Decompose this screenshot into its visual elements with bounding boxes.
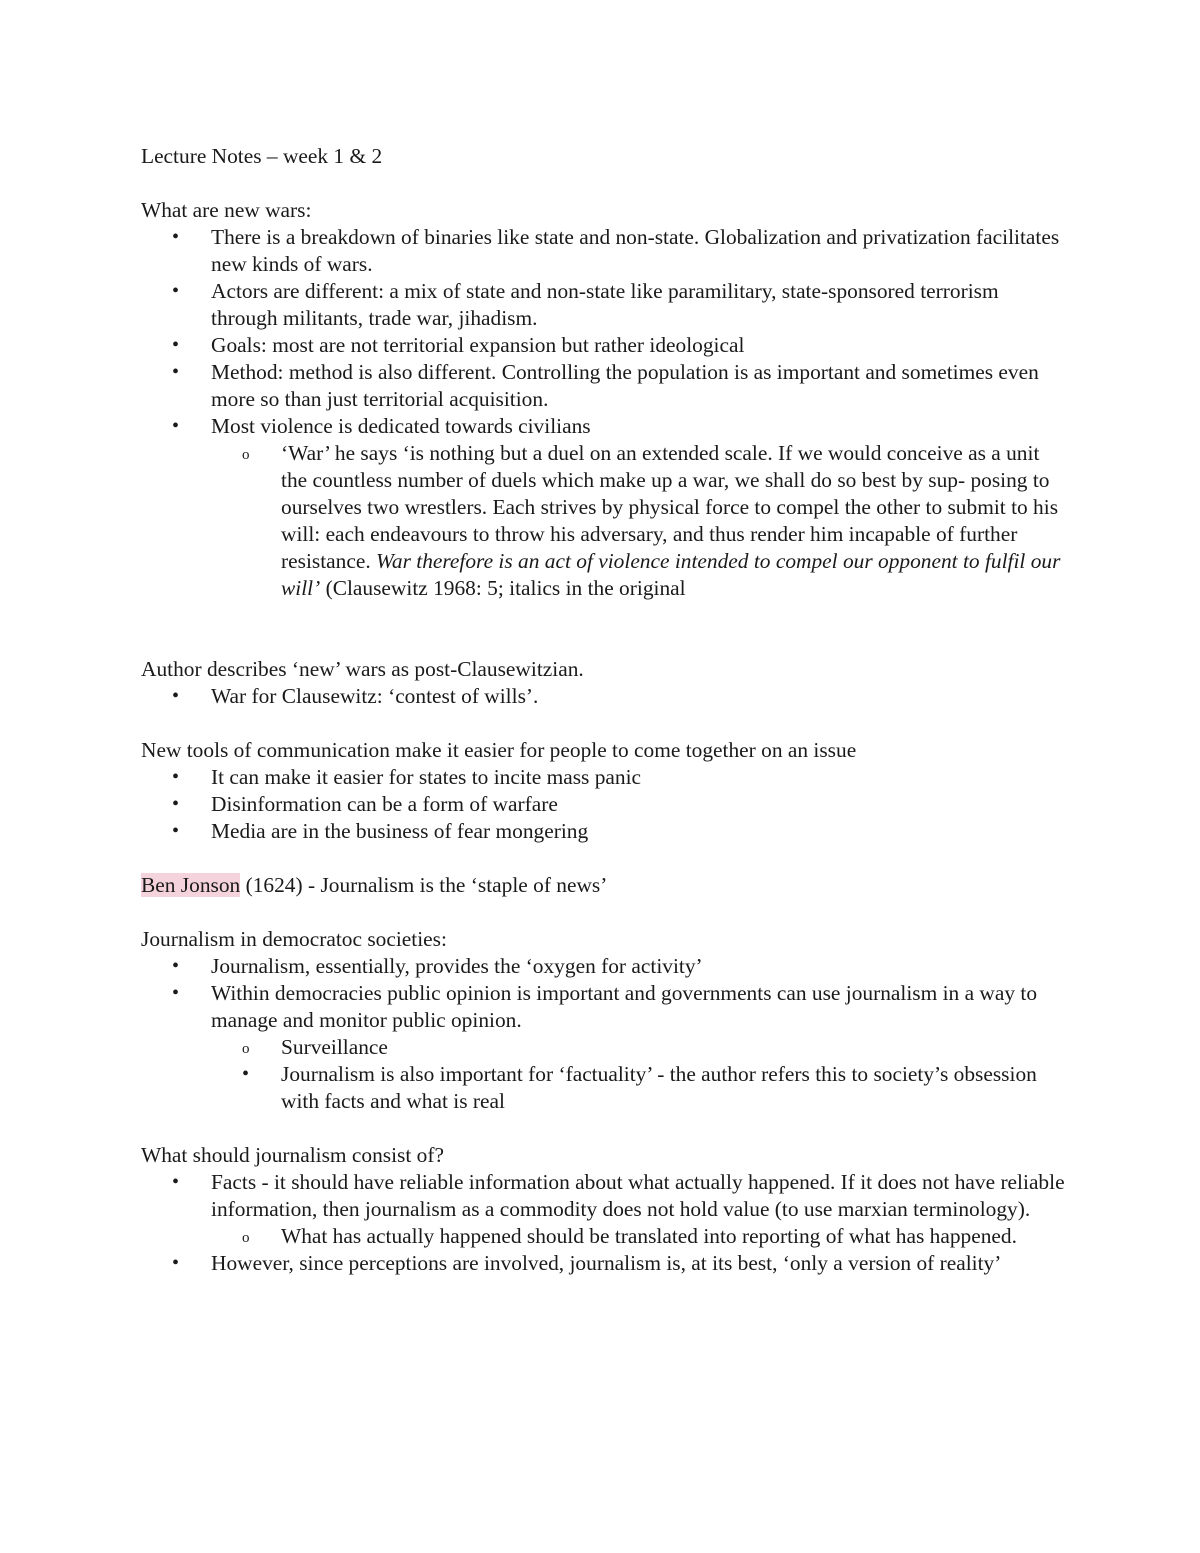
section-heading-post-clausewitz: Author describes ‘new’ wars as post-Clausewitzian. bbox=[141, 657, 584, 681]
highlighted-name: Ben Jonson bbox=[141, 873, 241, 897]
section-heading-communication: New tools of communication make it easier for people to come together on an issue bbox=[141, 738, 857, 762]
circle-bullet-icon: o bbox=[242, 1041, 250, 1057]
list-item: • Most violence is dedicated towards civilians o ‘War’ he says ‘is nothing but a duel on an extended scale. If we would conceive as a unit the countless number of duels which make up a war, we shall do so best by sup- posing to ourselves two wrestlers. Each strives by physical force to compel the other to submit to his will: each endeavours to throw his adversary, and thus render him incapable of further resistance. War therefore is an act of violence intended to compel our opponent to fulfil our will’ (Clausewitz 1968: 5; italics in the original bbox=[141, 413, 1066, 602]
list-item: • It can make it easier for states to incite mass panic bbox=[172, 765, 642, 789]
journalism-democratic-list bbox=[141, 953, 1066, 1115]
list-item: • Journalism, essentially, provides the ‘oxygen for activity’ bbox=[172, 954, 703, 978]
bullet-icon: • bbox=[172, 361, 180, 383]
bullet-icon: • bbox=[172, 982, 180, 1004]
sub-list-item: o What has actually happened should be translated into reporting of what has happened. bbox=[211, 1223, 1066, 1250]
communication-list bbox=[141, 764, 1066, 845]
list-item: • Media are in the business of fear mongering bbox=[172, 819, 589, 843]
section-heading-new-wars: What are new wars: bbox=[141, 198, 312, 222]
bullet-icon: • bbox=[172, 415, 180, 437]
document-page bbox=[141, 143, 1066, 1277]
bullet-icon: • bbox=[172, 685, 180, 707]
jonson-text: (1624) - Journalism is the ‘staple of news’ bbox=[240, 873, 608, 897]
document-title: Lecture Notes – week 1 & 2 bbox=[141, 144, 383, 168]
journalism-consist-sublist bbox=[211, 1223, 1066, 1250]
spacer bbox=[141, 710, 1066, 737]
bullet-icon: • bbox=[172, 1171, 180, 1193]
spacer bbox=[141, 899, 1066, 926]
bullet-icon: • bbox=[172, 280, 180, 302]
circle-bullet-icon: o bbox=[242, 1230, 250, 1246]
bullet-icon: • bbox=[172, 766, 180, 788]
list-item: • War for Clausewitz: ‘contest of wills’. bbox=[172, 684, 539, 708]
list-item: • Method: method is also different. Controlling the population is as important and sometimes even more so than just territorial acquisition. bbox=[172, 360, 1039, 411]
list-item: • There is a breakdown of binaries like state and non-state. Globalization and privatization facilitates new kinds of wars. bbox=[172, 225, 1060, 276]
list-item: • However, since perceptions are involved, journalism is, at its best, ‘only a version of reality’ bbox=[172, 1251, 1002, 1275]
section-heading-journalism-consist: What should journalism consist of? bbox=[141, 1143, 444, 1167]
circle-bullet-icon: o bbox=[242, 447, 250, 463]
spacer bbox=[141, 170, 1066, 197]
jonson-line bbox=[141, 872, 1066, 899]
sub-list-item: o Surveillance bbox=[211, 1034, 1066, 1061]
quote-citation: (Clausewitz 1968: 5; italics in the original bbox=[320, 576, 686, 600]
new-wars-list bbox=[141, 224, 1066, 602]
spacer bbox=[141, 845, 1066, 872]
bullet-icon: • bbox=[172, 820, 180, 842]
bullet-icon: • bbox=[172, 793, 180, 815]
bullet-icon: • bbox=[172, 955, 180, 977]
quote-sublist bbox=[211, 440, 1066, 602]
quote-italic: War therefore is an act of violence intended to compel our opponent to fulfil our will’ bbox=[281, 549, 1061, 600]
quote-item bbox=[211, 440, 1066, 602]
journalism-democratic-sublist bbox=[211, 1034, 1066, 1115]
list-item: • Within democracies public opinion is important and governments can use journalism in a way to manage and monitor public opinion. o Surveillance • Journalism is also important for ‘factuality’ - the author refers this to society’s obsession with facts and what is real bbox=[141, 980, 1066, 1115]
quote-text: ‘War’ he says ‘is nothing but a duel on an extended scale. If we would conceive as a unit the countless number of duels which make up a war, we shall do so best by sup- posing to ourselves two wrestlers. Each strives by physical force to compel the other to submit to his will: each endeavours to throw his adversary, and thus render him incapable of further resistance. bbox=[281, 441, 1059, 573]
bullet-icon: • bbox=[172, 226, 180, 248]
sub-list-item: • Journalism is also important for ‘factuality’ - the author refers this to society’s obsession with facts and what is real bbox=[242, 1062, 1037, 1113]
post-clausewitz-list bbox=[141, 683, 1066, 710]
journalism-consist-list bbox=[141, 1169, 1066, 1277]
bullet-icon: • bbox=[172, 334, 180, 356]
bullet-icon: • bbox=[172, 1252, 180, 1274]
list-item: • Actors are different: a mix of state and non-state like paramilitary, state-sponsored terrorism through militants, trade war, jihadism. bbox=[172, 279, 999, 330]
spacer bbox=[141, 602, 1066, 656]
list-item: • Facts - it should have reliable information about what actually happened. If it does not have reliable information, then journalism as a commodity does not hold value (to use marxian terminology). o What has actually happened should be translated into reporting of what has happened. bbox=[141, 1169, 1066, 1250]
list-item: • Disinformation can be a form of warfare bbox=[172, 792, 558, 816]
spacer bbox=[141, 1115, 1066, 1142]
list-item: • Goals: most are not territorial expansion but rather ideological bbox=[172, 333, 745, 357]
section-heading-journalism-democratic: Journalism in democratoc societies: bbox=[141, 927, 447, 951]
bullet-icon: • bbox=[242, 1063, 250, 1085]
